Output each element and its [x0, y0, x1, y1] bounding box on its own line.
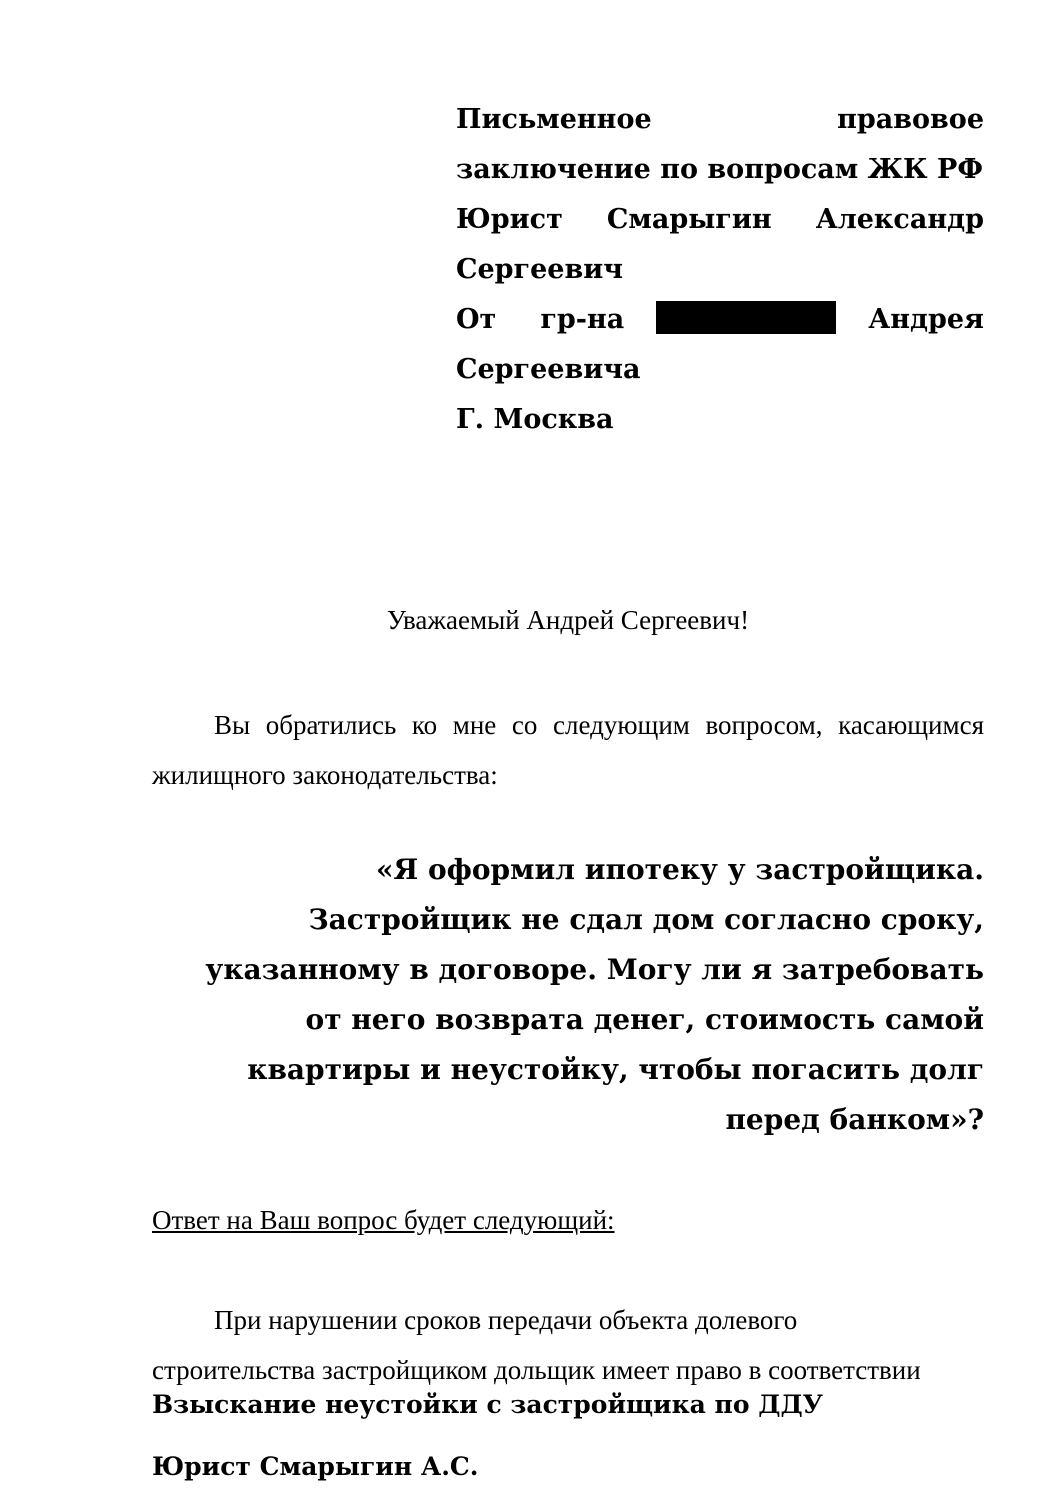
intro-paragraph: Вы обратились ко мне со следующим вопросом, касающимся жилищного законодательства: — [152, 710, 984, 790]
question-line: указанному в договоре. Могу ли я затребовать — [205, 953, 984, 986]
answer-heading: Ответ на Ваш вопрос будет следующий: — [152, 1205, 615, 1235]
city: Г. Москва — [456, 404, 614, 435]
answer-line: При нарушении сроков передачи объекта долевого — [214, 1305, 798, 1335]
question-line: Застройщик не сдал дом согласно сроку, — [308, 903, 984, 936]
sender-name: Андрея Сергеевича — [456, 304, 984, 385]
footer-author: Юрист Смарыгин А.С. — [152, 1452, 479, 1481]
sender-line — [456, 295, 984, 395]
question-line: «Я оформил ипотеку у застройщика. — [376, 853, 984, 886]
answer-line: строительства застройщиком дольщик имеет право в соответствии — [152, 1355, 921, 1385]
question-line: перед банком»? — [725, 1103, 984, 1136]
question-line: квартиры и неустойку, чтобы погасить долг — [247, 1053, 984, 1086]
question-line: от него возврата денег, стоимость самой — [305, 1003, 984, 1036]
client-question — [152, 845, 984, 1145]
greeting: Уважаемый Андрей Сергеевич! — [386, 605, 750, 635]
sender-prefix: От гр-на — [456, 304, 625, 335]
answer-paragraph — [152, 1295, 984, 1395]
document-header — [456, 95, 984, 445]
lawyer-name: Юрист Смарыгин Александр Сергеевич — [456, 204, 984, 285]
footer-title: Взыскание неустойки с застройщика по ДДУ — [152, 1390, 823, 1419]
document-title: Письменное правовое заключение по вопросам ЖК РФ — [456, 104, 984, 185]
redacted-surname-block — [656, 301, 836, 334]
